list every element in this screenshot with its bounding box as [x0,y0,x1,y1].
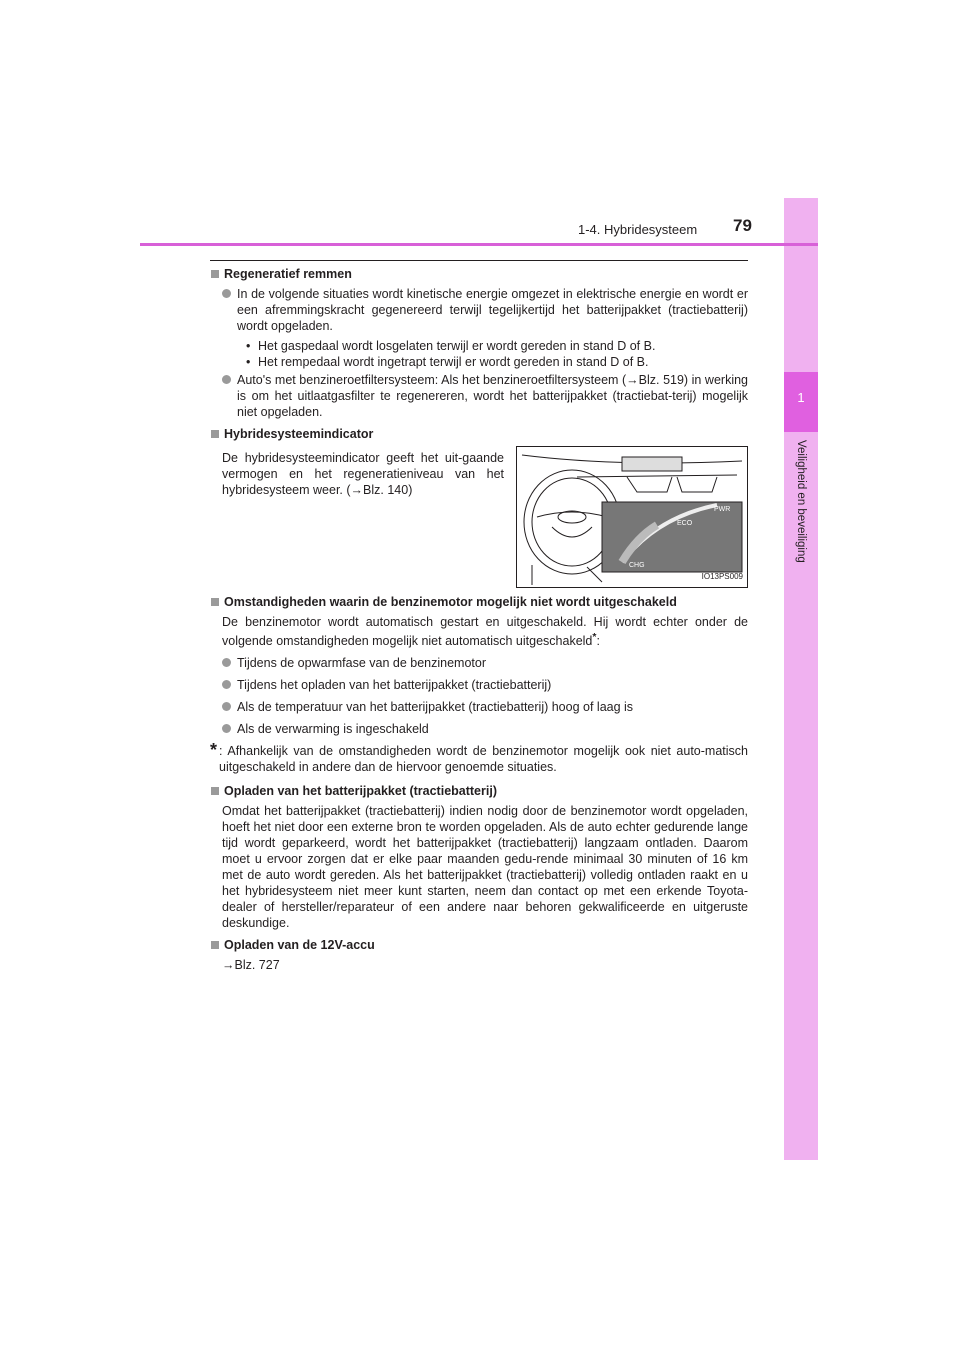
page-reference-link[interactable]: →Blz. 727 [222,958,280,973]
sub-item: • Het gaspedaal wordt losgelaten terwijl er wordt gereden in stand D of B. [246,339,656,353]
bullet-dot-icon [222,680,231,689]
list-item: Tijdens het opladen van het batterijpakket (tractiebatterij) [222,677,748,693]
page-content [210,266,748,979]
list-item: Auto's met benzineroetfiltersysteem: Als het benzineroetfiltersysteem (→Blz. 519) in werking is om het uitlaatgasfilter te regenereren, wordt het batterijpakket (tractiebat-terij) mogelijk niet opgeladen. [222,372,748,420]
square-bullet-icon [211,787,219,795]
bullet-dot-icon [222,658,231,667]
bullet-dot-icon [222,724,231,733]
chapter-tab [784,198,818,1160]
footnote: * : Afhankelijk van de omstandigheden wordt de benzinemotor mogelijk ook niet auto-matisch uitgeschakeld in andere dan de hiervoor genoemde situaties. [210,740,748,775]
list-item: In de volgende situaties wordt kinetische energie omgezet in elektrische energie en wordt er een afremmingskracht gegenereerd terwijl tegelijkertijd het batterijpakket (tractiebatterij) wordt opgeladen. [222,286,748,334]
gauge-label-pwr: PWR [714,506,731,513]
list-item: Tijdens de opwarmfase van de benzinemotor [222,655,748,671]
heading-charging: Opladen van het batterijpakket (tractiebatterij) [210,783,748,799]
square-bullet-icon [211,270,219,278]
gauge-label-chg: CHG [629,562,645,569]
heading-regen: Regeneratief remmen [210,266,748,282]
indicator-text: De hybridesysteemindicator geeft het uit-gaande vermogen en het regeneratieniveau van het hybridesysteem weer. (→Blz. 140) [222,451,504,497]
heading-indicator: Hybridesysteemindicator [210,426,748,442]
list-item: Als de verwarming is ingeschakeld [222,721,748,737]
square-bullet-icon [211,598,219,606]
gauge-label-eco: ECO [677,520,693,527]
section-title: 1-4. Hybridesysteem [578,222,698,237]
content-rule [210,260,748,261]
header-rule [140,243,818,246]
square-bullet-icon [211,941,219,949]
page-number: 79 [733,216,752,235]
dashboard-figure [516,446,748,588]
engine-intro: De benzinemotor wordt automatisch gestart en uitgeschakeld. Hij wordt echter onder de volgende omstandigheden mogelijk niet automatisch uitgeschakeld*: [222,615,748,649]
square-bullet-icon [211,430,219,438]
heading-engine: Omstandigheden waarin de benzinemotor mogelijk niet wordt uitgeschakeld [210,594,748,610]
bullet-dot-icon [222,289,231,298]
bullet-dot-icon [222,702,231,711]
list-item: Als de temperatuur van het batterijpakket (tractiebatterij) hoog of laag is [222,699,748,715]
chapter-number: 1 [797,390,805,405]
indicator-block [222,446,748,588]
heading-12v: Opladen van de 12V-accu [210,937,748,953]
dashboard-illustration [517,447,747,587]
bullet-dot-icon [222,375,231,384]
charging-text: Omdat het batterijpakket (tractiebatterij) indien nodig door de benzinemotor wordt opgeladen, hoeft het niet door een externe bron te worden opgeladen. Als de auto echter gedurende lange tijd wordt geparkeerd, wordt het batterijpakket (tractiebatterij) langzaam ontladen. Daarom moet u ervoor zorgen dat er elke paar maanden gedu-rende minimaal 30 minuten of 16 km met de auto wordt gereden. Als het batterijpakket (tractiebatterij) volledig ontladen raakt en u het hybridesysteem niet meer kunt starten, neem dan contact op met een erkende Toyota-dealer of hersteller/reparateur of een andere naar behoren gekwalificeerde en uitgeruste deskundige. [222,804,748,931]
figure-id: IO13PS009 [701,572,743,581]
chapter-label: Veiligheid en beveiliging [795,440,807,563]
sub-item: • Het rempedaal wordt ingetrapt terwijl er wordt gereden in stand D of B. [246,355,649,369]
